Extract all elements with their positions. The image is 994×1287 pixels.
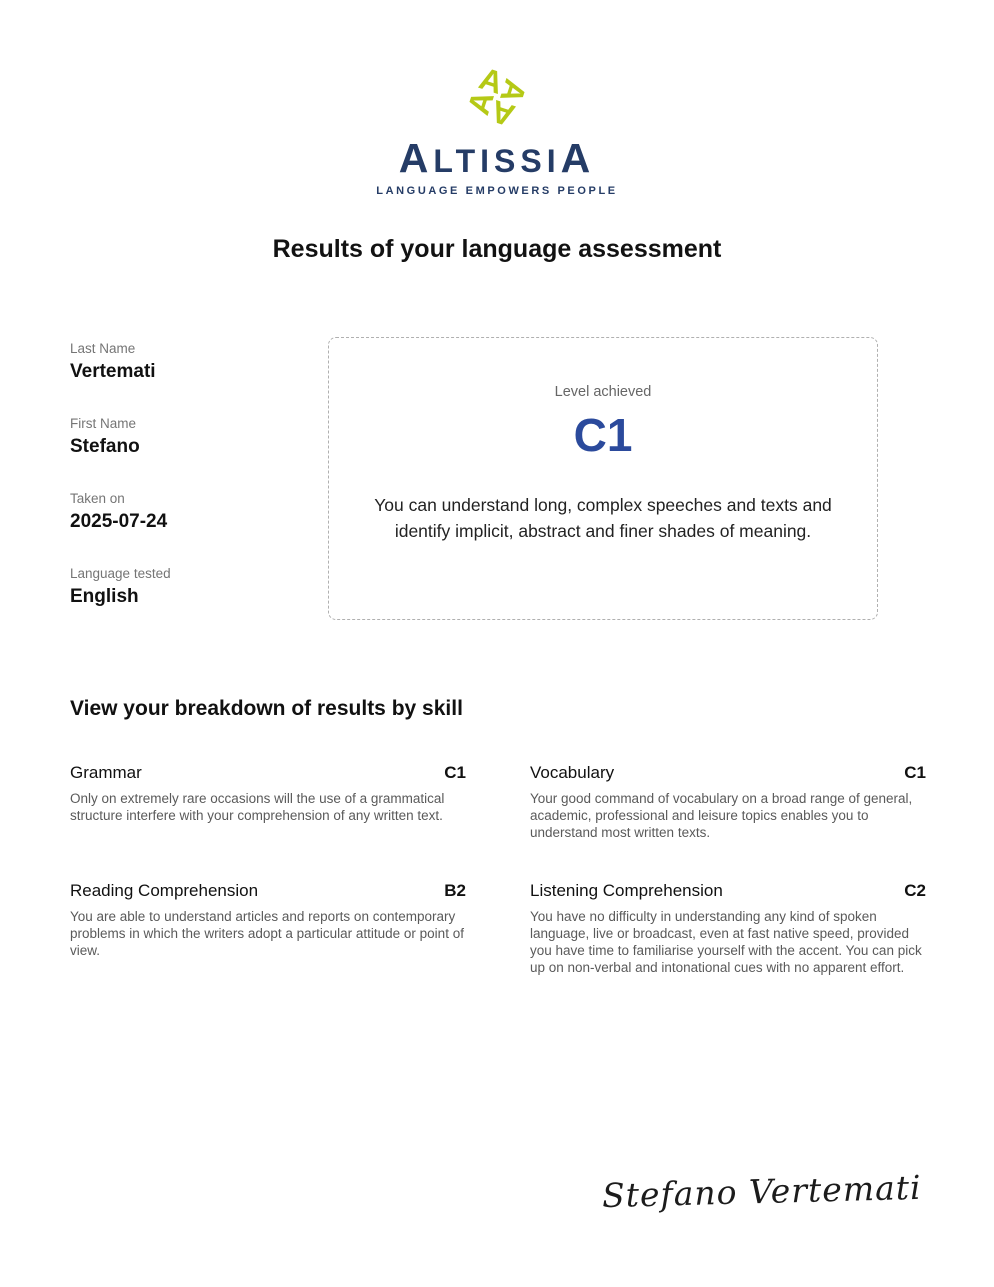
skill-head <box>70 881 466 901</box>
field-first-name <box>70 416 171 458</box>
skills-grid <box>70 763 994 976</box>
field-taken-on <box>70 491 171 533</box>
level-achieved-label: Level achieved <box>554 384 652 400</box>
field-value: Vertemati <box>70 361 156 382</box>
svg-text:A: A <box>460 86 501 119</box>
wordmark-last-letter: A <box>560 135 596 181</box>
field-language-tested <box>70 566 171 608</box>
brand-header <box>0 0 994 197</box>
altissia-logo-icon <box>456 58 538 136</box>
level-achieved-description: You can understand long, complex speeches and texts and identify implicit, abstract and finer shades of meaning. <box>374 495 832 541</box>
level-achieved-value: C1 <box>573 409 633 461</box>
skill-head <box>70 763 466 783</box>
skill-level: C1 <box>904 763 926 782</box>
field-value: Stefano <box>70 436 140 457</box>
field-value: 2025-07-24 <box>70 511 168 532</box>
skill-description: Your good command of vocabulary on a broad range of general, academic, professional and leisure topics enables you to understand most written texts. <box>530 791 913 840</box>
field-value: English <box>70 586 139 607</box>
skill-card-listening-comprehension <box>530 881 926 976</box>
skill-level: C2 <box>904 881 926 900</box>
skill-name: Vocabulary <box>530 763 615 782</box>
skill-name: Listening Comprehension <box>530 881 723 900</box>
svg-text:A: A <box>486 93 519 134</box>
field-label: First Name <box>70 416 137 431</box>
level-achieved-box <box>328 337 878 620</box>
skill-name: Reading Comprehension <box>70 881 259 900</box>
field-label: Taken on <box>70 491 125 506</box>
skill-description: Only on extremely rare occasions will the use of a grammatical structure interfere with your comprehension of any written text. <box>70 791 445 823</box>
svg-text:A: A <box>493 75 534 108</box>
skill-card-grammar <box>70 763 466 841</box>
skill-description: You are able to understand articles and reports on contemporary problems in which the writers adopt a particular attitude or point of view. <box>70 909 464 958</box>
wordmark-middle: LTISSI <box>433 143 561 179</box>
skill-head <box>530 881 926 901</box>
skill-card-reading-comprehension <box>70 881 466 976</box>
skill-head <box>530 763 926 783</box>
skill-name: Grammar <box>70 763 142 782</box>
skill-level: B2 <box>444 881 466 900</box>
page-title: Results of your language assessment <box>272 235 722 263</box>
skill-description: You have no difficulty in understanding any kind of spoken language, live or broadcast, even at fast native speed, provided you have time to familiarise yourself with the accent. You can pick up on non-verbal and intonational cues with no apparent effort. <box>530 909 922 975</box>
field-label: Language tested <box>70 566 171 581</box>
breakdown-heading: View your breakdown of results by skill <box>70 697 463 720</box>
svg-text:A: A <box>475 60 508 101</box>
brand-tagline: LANGUAGE EMPOWERS PEOPLE <box>376 185 618 197</box>
wordmark-first-letter: A <box>398 135 434 181</box>
brand-wordmark <box>0 135 994 181</box>
skill-card-vocabulary <box>530 763 926 841</box>
candidate-details <box>70 341 171 641</box>
summary-section <box>0 337 994 620</box>
skill-level: C1 <box>444 763 466 782</box>
signature: Stefano Vertemati <box>601 1167 923 1216</box>
field-label: Last Name <box>70 341 136 356</box>
field-last-name <box>70 341 171 383</box>
